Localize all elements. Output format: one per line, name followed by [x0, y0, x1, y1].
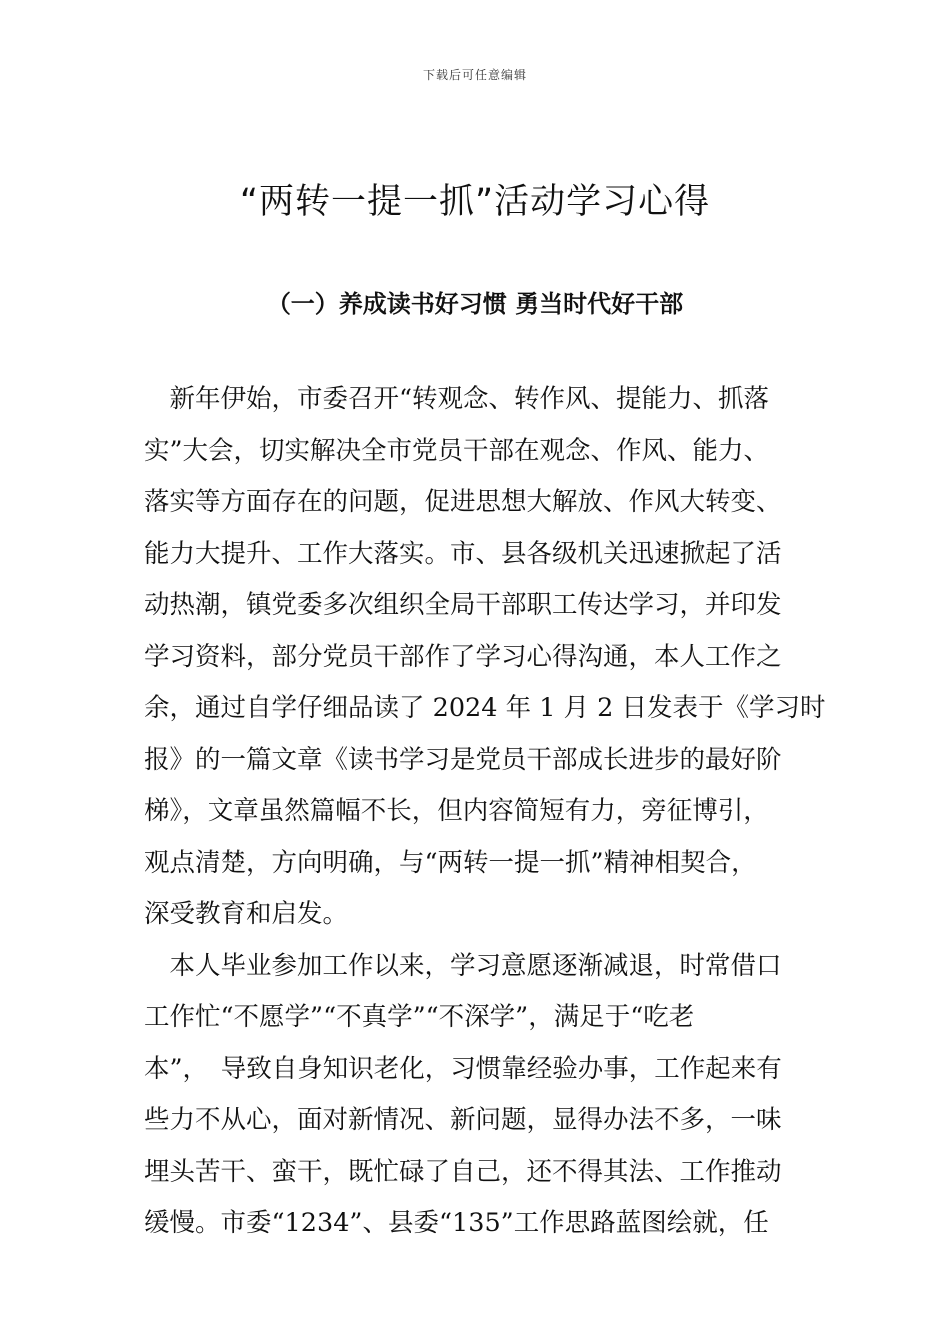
text-line: 动热潮，镇党委多次组织全局干部职工传达学习，并印发 — [144, 590, 782, 620]
text-line: 梯》，文章虽然篇幅不长，但内容简短有力，旁征博引， — [144, 796, 769, 826]
text-line: 学习资料，部分党员干部作了学习心得沟通，本人工作之 — [144, 641, 782, 672]
text-line: 深受教育和启发。 — [144, 899, 349, 929]
text-line: 工作忙“不愿学”“不真学”“不深学”，满足于“吃老 — [144, 1002, 695, 1032]
text-line: 落实等方面存在的问题，促进思想大解放、作风大转变、 — [144, 487, 782, 517]
text-line: 本人毕业参加工作以来，学习意愿逐渐减退，时常借口 — [144, 950, 782, 981]
text-line: 新年伊始，市委召开“转观念、转作风、提能力、抓落 — [144, 384, 770, 414]
text-line: 本”， 导致自身知识老化，习惯靠经验办事，工作起来有 — [144, 1053, 782, 1084]
text-line: 能力大提升、工作大落实。市、县各级机关迅速掀起了活 — [144, 538, 782, 569]
text-line: 实”大会，切实解决全市党员干部在观念、作风、能力、 — [144, 435, 770, 466]
document-title: “两转一提一抓”活动学习心得 — [239, 182, 711, 222]
body-text — [144, 374, 826, 1250]
text-line: 些力不从心，面对新情况、新问题，显得办法不多，一味 — [144, 1105, 782, 1135]
header-note: 下载后可任意编辑 — [422, 68, 527, 82]
text-line: 观点清楚，方向明确，与“两转一提一抓”精神相契合， — [144, 847, 757, 878]
text-line: 缓慢。市委“1234”、县委“135”工作思路蓝图绘就，任 — [144, 1208, 769, 1238]
text-line: 埋头苦干、蛮干，既忙碌了自己，还不得其法、工作推动 — [144, 1156, 782, 1187]
text-line: 报》的一篇文章《读书学习是党员干部成长进步的最好阶 — [144, 744, 782, 775]
text-line: 余，通过自学仔细品读了 2024 年 1 月 2 日发表于《学习时 — [144, 693, 826, 723]
section-subtitle: （一）养成读书好习惯 勇当时代好干部 — [266, 290, 684, 318]
